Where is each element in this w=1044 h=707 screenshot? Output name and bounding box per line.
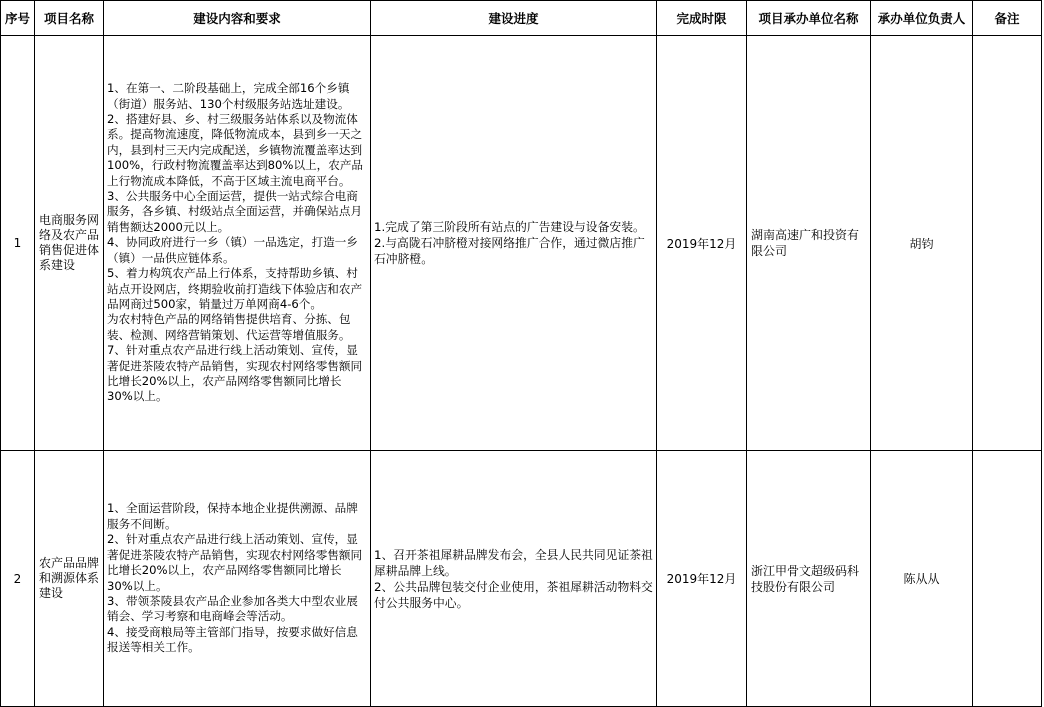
content-text: 1、全面运营阶段，保持本地企业提供溯源、品牌服务不间断。 2、针对重点农产品进行线上活动策划、宣传，显著促进茶陵农特产品销售，实现农村网络零售额同比增长20%以上，农产品网络零售额同比增长30%以上。 3、带领茶陵县农产品企业参加各类大中型农业展销会、学习考察和电商峰会等活动。 4、接受商粮局等主管部门指导，按要求做好信息报送等相关工作。 [107,501,363,655]
cell-remark [973,36,1042,451]
table-row [1,451,1042,707]
cell-org: 湖南高速广和投资有限公司 [747,36,871,451]
header-progress: 建设进度 [371,1,657,36]
cell-project-name: 电商服务网络及农产品销售促进体系建设 [35,36,104,451]
cell-progress [371,451,657,707]
cell-seq: 2 [1,451,35,707]
cell-remark [973,451,1042,707]
header-person: 承办单位负责人 [871,1,973,36]
cell-deadline: 2019年12月 [657,451,747,707]
cell-content [104,451,371,707]
table-row [1,36,1042,451]
cell-org: 浙江甲骨文超级码科技股份有限公司 [747,451,871,707]
header-org: 项目承办单位名称 [747,1,871,36]
header-project-name: 项目名称 [35,1,104,36]
progress-text: 1、召开茶祖犀耕品牌发布会，全县人民共同见证茶祖犀耕品牌上线。 2、公共品牌包装交付企业使用，茶祖犀耕活动物料交付公共服务中心。 [374,547,653,610]
cell-project-name: 农产品品牌和溯源体系建设 [35,451,104,707]
header-row [1,1,1042,36]
header-remark: 备注 [973,1,1042,36]
cell-deadline: 2019年12月 [657,36,747,451]
header-content: 建设内容和要求 [104,1,371,36]
cell-seq: 1 [1,36,35,451]
header-deadline: 完成时限 [657,1,747,36]
cell-person: 陈从从 [871,451,973,707]
header-seq: 序号 [1,1,35,36]
cell-person: 胡钧 [871,36,973,451]
cell-content [104,36,371,451]
content-text: 1、在第一、二阶段基础上，完成全部16个乡镇（街道）服务站、130个村级服务站选址建设。 2、搭建好县、乡、村三级服务站体系以及物流体系。提高物流速度，降低物流成本，县到乡一天之内，县到村三天内完成配送，乡镇物流覆盖率达到100%，行政村物流覆盖率达到80%以上，农产品上行物流成本降低，不高于区域主流电商平台。 3、公共服务中心全面运营，提供一站式综合电商服务，各乡镇、村级站点全面运营，并确保站点月销售额达2000元以上。 4、协同政府进行一乡（镇）一品选定，打造一乡（镇）一品供应链体系。 5、着力构筑农产品上行体系，支持帮助乡镇、村站点开设网店，终期验收前打造线下体验店和农产品网商过500家，销量过万单网商4-6个。 为农村特色产品的网络销售提供培育、分拣、包装、检测、网络营销策划、代运营等增值服务。7、针对重点农产品进行线上活动策划、宣传，显著促进茶陵农特产品销售，实现农村网络零售额同比增长20%以上，农产品网络零售额同比增长30%以上。 [107,81,364,404]
cell-progress [371,36,657,451]
progress-text: 1.完成了第三阶段所有站点的广告建设与设备安装。 2.与高陇石冲脐橙对接网络推广合作，通过微店推广石冲脐橙。 [374,220,645,266]
